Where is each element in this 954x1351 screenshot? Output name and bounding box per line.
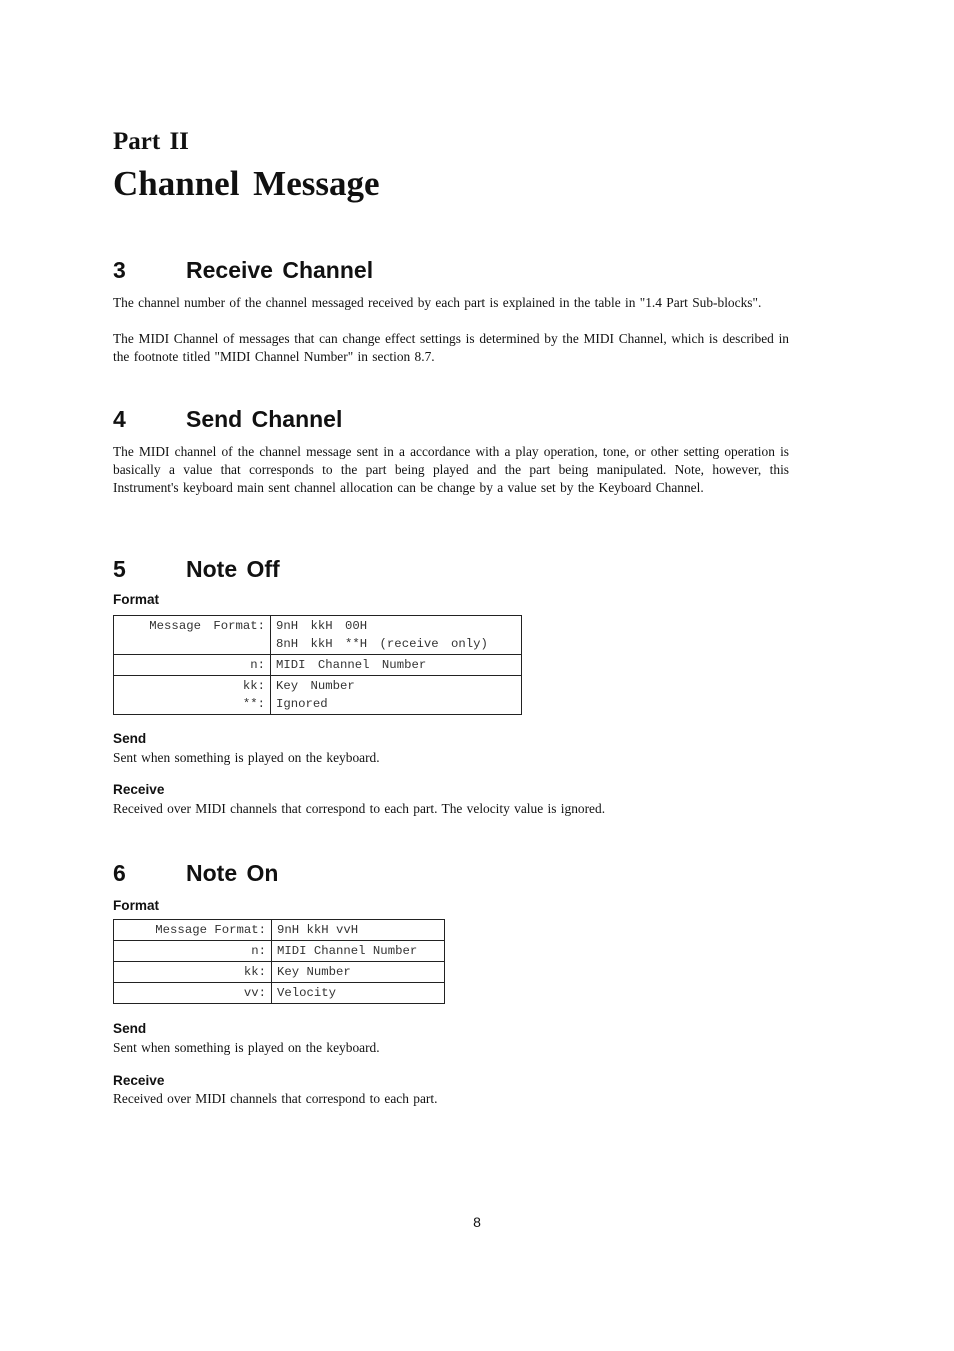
table-cell-value: Velocity xyxy=(272,983,445,1004)
send-text: Sent when something is played on the keyboard. xyxy=(113,750,380,765)
table-cell-label: kk: xyxy=(114,962,272,983)
part-label: Part II xyxy=(113,128,189,155)
section-number: 3 xyxy=(113,257,126,283)
receive-text: Received over MIDI channels that correspond to each part. xyxy=(113,1091,438,1106)
receive-label: Receive xyxy=(113,782,165,797)
table-row xyxy=(114,941,445,962)
table-cell-label: kk: **: xyxy=(114,676,271,715)
paragraph: The channel number of the channel messaged received by each part is explained in the table in "1.4 Part Sub-blocks". xyxy=(113,295,762,310)
table-row xyxy=(114,676,522,715)
section-number: 5 xyxy=(113,556,126,582)
table-row xyxy=(114,616,522,655)
table-cell-value: 9nH kkH 00H 8nH kkH **H (receive only) xyxy=(271,616,522,655)
receive-text: Received over MIDI channels that correspond to each part. The velocity value is ignored. xyxy=(113,801,606,816)
table-row xyxy=(114,962,445,983)
paragraph: The MIDI channel of the channel message sent in a accordance with a play operation, tone, or other setting operation is basically a value that corresponds to the part being played and the part being manipulated. Note, however, this Instrument's keyboard main sent channel allocation can be change by a value set by the Keyboard Channel. xyxy=(113,444,789,495)
section-number: 4 xyxy=(113,406,126,432)
section-title: Send Channel xyxy=(186,406,343,432)
send-label: Send xyxy=(113,731,147,746)
table-cell-value: Key Number Ignored xyxy=(271,676,522,715)
table-row xyxy=(114,920,445,941)
section-title: Note On xyxy=(186,860,279,886)
section-3-heading xyxy=(0,255,954,285)
page-title: Channel Message xyxy=(113,164,380,203)
table-cell-value: MIDI Channel Number xyxy=(272,941,445,962)
table-row xyxy=(114,983,445,1004)
table-cell-label: vv: xyxy=(114,983,272,1004)
table-cell-label: Message Format: xyxy=(114,616,271,655)
page-number: 8 xyxy=(473,1214,481,1230)
send-text: Sent when something is played on the keyboard. xyxy=(113,1040,380,1055)
section-title: Receive Channel xyxy=(186,257,374,283)
section-5-heading xyxy=(0,554,954,584)
note-on-format-table xyxy=(113,919,445,1004)
format-label: Format xyxy=(113,898,160,913)
table-cell-label: n: xyxy=(114,655,271,676)
receive-label: Receive xyxy=(113,1073,165,1088)
format-label: Format xyxy=(113,592,160,607)
table-cell-label: Message Format: xyxy=(114,920,272,941)
section-6-heading xyxy=(0,858,954,888)
table-cell-value: Key Number xyxy=(272,962,445,983)
paragraph: The MIDI Channel of messages that can change effect settings is determined by the MIDI Channel, which is described in the footnote titled "MIDI Channel Number" in section 8.7. xyxy=(113,331,789,364)
table-cell-label: n: xyxy=(114,941,272,962)
table-cell-value: 9nH kkH vvH xyxy=(272,920,445,941)
section-4-heading xyxy=(0,404,954,434)
section-number: 6 xyxy=(113,860,126,886)
note-off-format-table xyxy=(113,615,522,715)
send-label: Send xyxy=(113,1021,147,1036)
table-cell-value: MIDI Channel Number xyxy=(271,655,522,676)
table-row xyxy=(114,655,522,676)
section-title: Note Off xyxy=(186,556,280,582)
